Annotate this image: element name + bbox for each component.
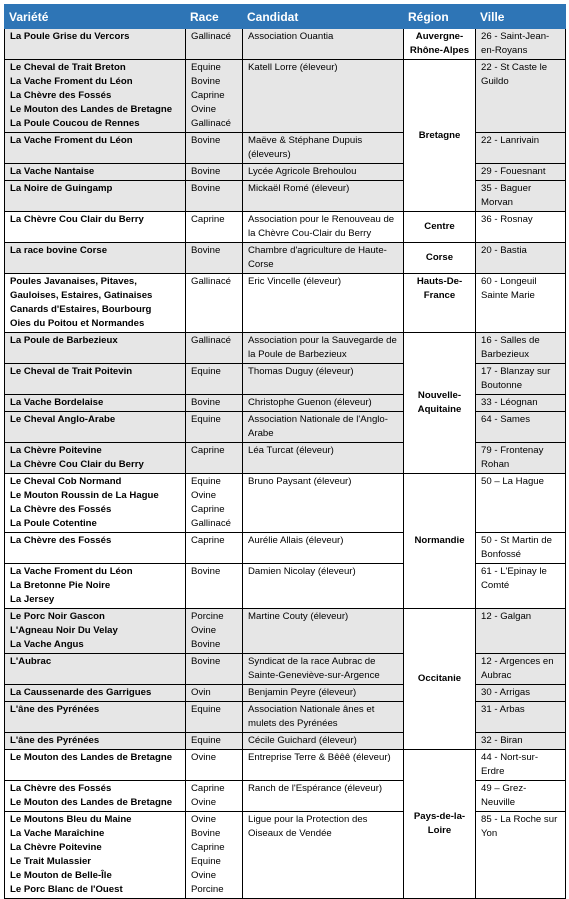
race-cell <box>186 733 243 750</box>
table-row <box>5 702 566 733</box>
candidate-cell: Ligue pour la Protection des Oiseaux de Vendée <box>243 812 404 899</box>
table-row <box>5 733 566 750</box>
race-cell <box>186 564 243 609</box>
race-cell <box>186 812 243 899</box>
city-cell: 17 - Blanzay sur Boutonne <box>476 364 566 395</box>
race-cell <box>186 274 243 333</box>
header-region: Région <box>404 5 476 29</box>
city-cell: 44 - Nort-sur-Erdre <box>476 750 566 781</box>
variety-name: Le Trait Mulassier <box>10 856 92 867</box>
candidate-cell: Mickaël Romé (éleveur) <box>243 181 404 212</box>
variety-cell <box>5 733 186 750</box>
race-name: Bovine <box>191 397 221 408</box>
race-cell <box>186 333 243 364</box>
race-name: Bovine <box>191 566 221 577</box>
table-row <box>5 412 566 443</box>
race-name: Ovine <box>191 104 217 115</box>
race-name: Bovine <box>191 135 221 146</box>
city-cell: 50 - St Martin de Bonfossé <box>476 533 566 564</box>
race-name: Equine <box>191 62 221 73</box>
candidate-cell: Eric Vincelle (éleveur) <box>243 274 404 333</box>
candidate-cell: Bruno Paysant (éleveur) <box>243 474 404 533</box>
race-name: Bovine <box>191 656 221 667</box>
variety-name: Poules Javanaises, Pitaves, <box>10 276 137 287</box>
header-city: Ville <box>476 5 566 29</box>
variety-cell <box>5 212 186 243</box>
variety-name: Canards d'Estaires, Bourbourg <box>10 304 152 315</box>
race-name: Bovine <box>191 245 221 256</box>
variety-name: Le Cheval de Trait Poitevin <box>10 366 133 377</box>
candidate-cell: Damien Nicolay (éleveur) <box>243 564 404 609</box>
candidate-cell: Association Ouantia <box>243 29 404 60</box>
variety-cell <box>5 685 186 702</box>
variety-name: Le Cheval Anglo-Arabe <box>10 414 116 425</box>
variety-cell <box>5 133 186 164</box>
candidate-cell: Martine Couty (éleveur) <box>243 609 404 654</box>
race-cell <box>186 164 243 181</box>
race-name: Equine <box>191 414 221 425</box>
race-cell <box>186 443 243 474</box>
race-cell <box>186 609 243 654</box>
variety-cell <box>5 702 186 733</box>
race-cell <box>186 685 243 702</box>
region-cell: Nouvelle-Aquitaine <box>404 333 476 474</box>
race-name: Equine <box>191 366 221 377</box>
city-cell: 20 - Bastia <box>476 243 566 274</box>
variety-cell <box>5 243 186 274</box>
variety-name: La Vache Froment du Léon <box>10 76 133 87</box>
race-name: Caprine <box>191 783 225 794</box>
variety-name: Le Mouton des Landes de Bretagne <box>10 104 173 115</box>
city-cell: 31 - Arbas <box>476 702 566 733</box>
candidate-cell: Maëve & Stéphane Dupuis (éleveurs) <box>243 133 404 164</box>
city-cell: 64 - Sames <box>476 412 566 443</box>
header-variety: Variété <box>5 5 186 29</box>
city-cell: 29 - Fouesnant <box>476 164 566 181</box>
race-cell <box>186 412 243 443</box>
variety-cell <box>5 395 186 412</box>
variety-cell <box>5 781 186 812</box>
region-cell: Bretagne <box>404 60 476 212</box>
variety-cell <box>5 609 186 654</box>
table-row <box>5 364 566 395</box>
variety-name: La Chèvre Poitevine <box>10 842 102 853</box>
variety-name: La Poule Cotentine <box>10 518 97 529</box>
variety-cell <box>5 412 186 443</box>
table-row <box>5 212 566 243</box>
race-name: Caprine <box>191 214 225 225</box>
race-cell <box>186 654 243 685</box>
candidate-cell: Association pour le Renouveau de la Chèvre Cou-Clair du Berry <box>243 212 404 243</box>
variety-name: La Noire de Guingamp <box>10 183 113 194</box>
variety-name: La Chèvre Poitevine <box>10 445 102 456</box>
table-row <box>5 243 566 274</box>
table-row <box>5 164 566 181</box>
table-row <box>5 395 566 412</box>
variety-cell <box>5 364 186 395</box>
variety-name: L'âne des Pyrénées <box>10 735 100 746</box>
race-name: Caprine <box>191 535 225 546</box>
race-cell <box>186 212 243 243</box>
variety-cell <box>5 29 186 60</box>
table-row <box>5 685 566 702</box>
variety-name: Le Mouton des Landes de Bretagne <box>10 797 173 808</box>
city-cell: 12 - Argences en Aubrac <box>476 654 566 685</box>
candidate-cell: Benjamin Peyre (éleveur) <box>243 685 404 702</box>
variety-name: La Chèvre des Fossés <box>10 504 112 515</box>
city-cell: 85 - La Roche sur Yon <box>476 812 566 899</box>
variety-name: La Poule de Barbezieux <box>10 335 118 346</box>
city-cell: 35 - Baguer Morvan <box>476 181 566 212</box>
race-name: Gallinacé <box>191 31 231 42</box>
table-row <box>5 133 566 164</box>
race-name: Ovin <box>191 687 211 698</box>
region-cell: Pays-de-la-Loire <box>404 750 476 899</box>
variety-cell <box>5 443 186 474</box>
variety-name: Le Mouton de Belle-Île <box>10 870 112 881</box>
variety-name: Le Moutons Bleu du Maine <box>10 814 132 825</box>
race-cell <box>186 702 243 733</box>
race-name: Equine <box>191 476 221 487</box>
candidate-cell: Lycée Agricole Brehoulou <box>243 164 404 181</box>
race-name: Bovine <box>191 183 221 194</box>
race-cell <box>186 243 243 274</box>
variety-name: La Chèvre des Fossés <box>10 535 112 546</box>
city-cell: 49 – Grez-Neuville <box>476 781 566 812</box>
race-name: Equine <box>191 735 221 746</box>
variety-name: La Chèvre Cou Clair du Berry <box>10 459 144 470</box>
table-row <box>5 564 566 609</box>
variety-name: Le Cheval Cob Normand <box>10 476 122 487</box>
variety-name: La Chèvre Cou Clair du Berry <box>10 214 144 225</box>
variety-name: La race bovine Corse <box>10 245 108 256</box>
table-row <box>5 29 566 60</box>
table-row <box>5 812 566 899</box>
table-row <box>5 474 566 533</box>
region-cell: Corse <box>404 243 476 274</box>
variety-name: Oies du Poitou et Normandes <box>10 318 145 329</box>
race-name: Bovine <box>191 639 221 650</box>
region-cell: Occitanie <box>404 609 476 750</box>
race-name: Bovine <box>191 76 221 87</box>
race-name: Porcine <box>191 611 224 622</box>
region-cell: Normandie <box>404 474 476 609</box>
variety-cell <box>5 750 186 781</box>
variety-name: La Caussenarde des Garrigues <box>10 687 152 698</box>
city-cell: 30 - Arrigas <box>476 685 566 702</box>
header-race: Race <box>186 5 243 29</box>
table-row <box>5 609 566 654</box>
race-name: Gallinacé <box>191 118 231 129</box>
variety-name: La Vache Nantaise <box>10 166 95 177</box>
breeds-table <box>4 4 566 899</box>
candidate-cell: Léa Turcat (éleveur) <box>243 443 404 474</box>
variety-name: La Chèvre des Fossés <box>10 90 112 101</box>
variety-name: L'âne des Pyrénées <box>10 704 100 715</box>
table-row <box>5 654 566 685</box>
variety-name: Le Mouton des Landes de Bretagne <box>10 752 173 763</box>
candidate-cell: Cécile Guichard (éleveur) <box>243 733 404 750</box>
race-cell <box>186 133 243 164</box>
race-name: Equine <box>191 704 221 715</box>
variety-name: La Jersey <box>10 594 55 605</box>
variety-name: Gauloises, Estaires, Gatinaises <box>10 290 153 301</box>
region-cell: Auvergne-Rhône-Alpes <box>404 29 476 60</box>
city-cell: 36 - Rosnay <box>476 212 566 243</box>
variety-name: La Poule Grise du Vercors <box>10 31 130 42</box>
header-row <box>5 5 566 29</box>
variety-cell <box>5 274 186 333</box>
city-cell: 22 - Lanrivain <box>476 133 566 164</box>
table-row <box>5 274 566 333</box>
variety-name: L'Agneau Noir Du Velay <box>10 625 118 636</box>
race-name: Caprine <box>191 504 225 515</box>
candidate-cell: Aurélie Allais (éleveur) <box>243 533 404 564</box>
table-row <box>5 750 566 781</box>
city-cell: 26 - Saint-Jean-en-Royans <box>476 29 566 60</box>
candidate-cell: Association pour la Sauvegarde de la Poule de Barbezieux <box>243 333 404 364</box>
city-cell: 33 - Léognan <box>476 395 566 412</box>
candidate-cell: Syndicat de la race Aubrac de Sainte-Geneviève-sur-Argence <box>243 654 404 685</box>
race-cell <box>186 60 243 133</box>
city-cell: 12 - Galgan <box>476 609 566 654</box>
table-row <box>5 181 566 212</box>
table-row <box>5 333 566 364</box>
race-cell <box>186 781 243 812</box>
variety-cell <box>5 564 186 609</box>
variety-name: La Vache Maraîchine <box>10 828 105 839</box>
candidate-cell: Katell Lorre (éleveur) <box>243 60 404 133</box>
race-name: Ovine <box>191 752 217 763</box>
variety-cell <box>5 333 186 364</box>
variety-cell <box>5 181 186 212</box>
race-name: Ovine <box>191 870 217 881</box>
race-name: Porcine <box>191 884 224 895</box>
variety-name: La Bretonne Pie Noire <box>10 580 111 591</box>
table-row <box>5 533 566 564</box>
city-cell: 22 - St Caste le Guildo <box>476 60 566 133</box>
variety-name: Le Porc Noir Gascon <box>10 611 105 622</box>
region-cell: Hauts-De-France <box>404 274 476 333</box>
city-cell: 32 - Biran <box>476 733 566 750</box>
variety-cell <box>5 654 186 685</box>
region-cell: Centre <box>404 212 476 243</box>
race-cell <box>186 29 243 60</box>
candidate-cell: Ranch de l'Espérance (éleveur) <box>243 781 404 812</box>
variety-name: La Chèvre des Fossés <box>10 783 112 794</box>
race-name: Caprine <box>191 842 225 853</box>
race-name: Ovine <box>191 490 217 501</box>
variety-name: La Vache Bordelaise <box>10 397 104 408</box>
variety-cell <box>5 533 186 564</box>
race-name: Gallinacé <box>191 335 231 346</box>
race-cell <box>186 364 243 395</box>
race-cell <box>186 474 243 533</box>
variety-name: L'Aubrac <box>10 656 52 667</box>
variety-name: La Poule Coucou de Rennes <box>10 118 140 129</box>
variety-name: Le Porc Blanc de l'Ouest <box>10 884 123 895</box>
city-cell: 16 - Salles de Barbezieux <box>476 333 566 364</box>
candidate-cell: Association Nationale de l'Anglo-Arabe <box>243 412 404 443</box>
race-name: Ovine <box>191 625 217 636</box>
race-name: Gallinacé <box>191 518 231 529</box>
race-name: Ovine <box>191 814 217 825</box>
race-name: Ovine <box>191 797 217 808</box>
race-name: Caprine <box>191 90 225 101</box>
race-cell <box>186 533 243 564</box>
race-cell <box>186 395 243 412</box>
candidate-cell: Thomas Duguy (éleveur) <box>243 364 404 395</box>
race-cell <box>186 750 243 781</box>
variety-name: La Vache Froment du Léon <box>10 135 133 146</box>
candidate-cell: Christophe Guenon (éleveur) <box>243 395 404 412</box>
city-cell: 61 - L'Epinay le Comté <box>476 564 566 609</box>
table-row <box>5 60 566 133</box>
city-cell: 60 - Longeuil Sainte Marie <box>476 274 566 333</box>
variety-cell <box>5 474 186 533</box>
race-name: Equine <box>191 856 221 867</box>
city-cell: 50 – La Hague <box>476 474 566 533</box>
race-name: Bovine <box>191 166 221 177</box>
race-name: Gallinacé <box>191 276 231 287</box>
variety-cell <box>5 812 186 899</box>
city-cell: 79 - Frontenay Rohan <box>476 443 566 474</box>
variety-name: La Vache Froment du Léon <box>10 566 133 577</box>
table-row <box>5 443 566 474</box>
race-cell <box>186 181 243 212</box>
variety-name: La Vache Angus <box>10 639 84 650</box>
table-row <box>5 781 566 812</box>
variety-cell <box>5 60 186 133</box>
variety-name: Le Mouton Roussin de La Hague <box>10 490 159 501</box>
candidate-cell: Association Nationale ânes et mulets des Pyrénées <box>243 702 404 733</box>
candidate-cell: Chambre d'agriculture de Haute-Corse <box>243 243 404 274</box>
race-name: Bovine <box>191 828 221 839</box>
header-candidate: Candidat <box>243 5 404 29</box>
variety-cell <box>5 164 186 181</box>
race-name: Caprine <box>191 445 225 456</box>
variety-name: Le Cheval de Trait Breton <box>10 62 126 73</box>
candidate-cell: Entreprise Terre & Bêêê (éleveur) <box>243 750 404 781</box>
